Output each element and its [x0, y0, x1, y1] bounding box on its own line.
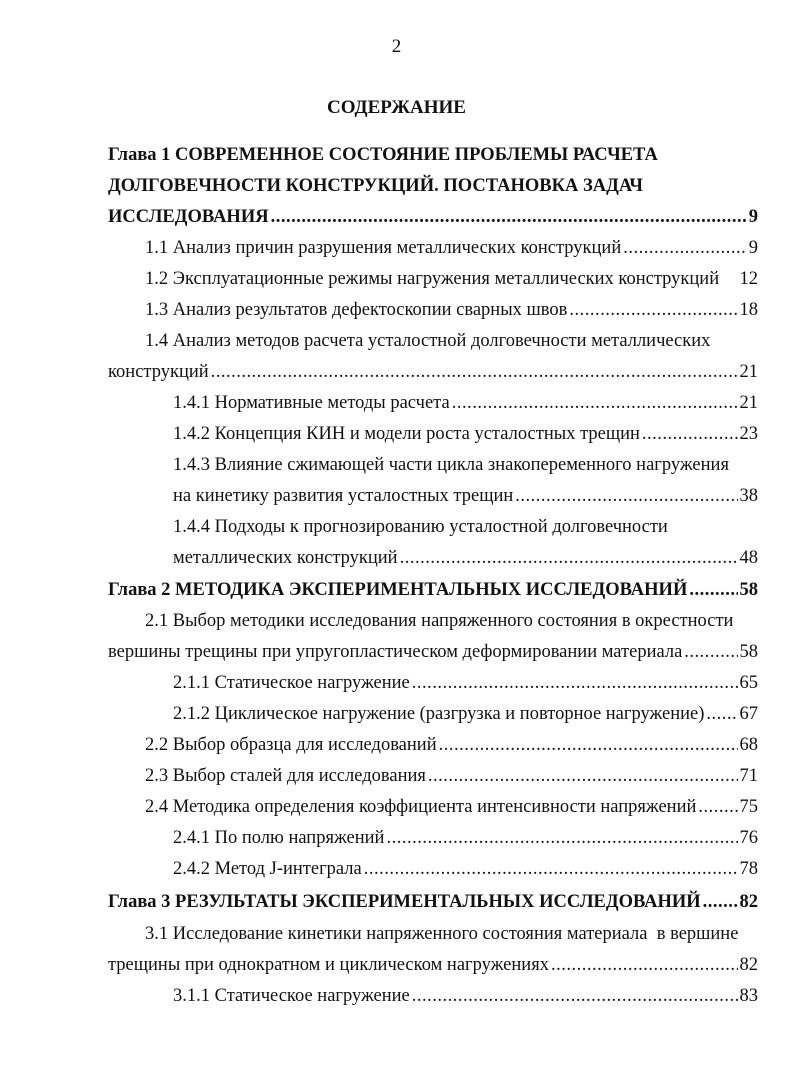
- toc-section-2-2[interactable]: 2.2 Выбор образца для исследований ..... 68: [145, 731, 758, 759]
- page-ref: 9: [748, 207, 758, 227]
- toc-section-1-1[interactable]: 1.1 Анализ причин разрушения металлических конструкций ..... 9: [145, 234, 758, 262]
- page-ref: 12: [739, 269, 758, 289]
- dot-leader: [684, 638, 737, 666]
- page-ref: 23: [739, 424, 758, 444]
- dot-leader: [412, 982, 738, 1010]
- toc-subsection-1-4-3-line-2[interactable]: на кинетику развития усталостных трещин ..... 38: [173, 482, 758, 510]
- page-ref: 75: [739, 797, 758, 817]
- page-ref: 58: [739, 580, 758, 600]
- page-ref: 48: [739, 548, 758, 568]
- page-ref: 65: [739, 673, 758, 693]
- page-number: 2: [391, 36, 402, 57]
- page-ref: 76: [739, 828, 758, 848]
- page-ref: 18: [739, 300, 758, 320]
- page-ref: 9: [748, 238, 758, 258]
- toc-section-2-4[interactable]: 2.4 Методика определения коэффициента интенсивности напряжений ..... 75: [145, 793, 758, 821]
- page-ref: 82: [739, 955, 758, 975]
- dot-leader: [271, 203, 747, 231]
- toc-chapter-1-line-2: ДОЛГОВЕЧНОСТИ КОНСТРУКЦИЙ. ПОСТАНОВКА ЗАДАЧ: [108, 176, 643, 196]
- dot-leader: [703, 888, 738, 916]
- dot-leader: [623, 234, 747, 262]
- dot-leader: [412, 669, 738, 697]
- toc-section-1-3[interactable]: 1.3 Анализ результатов дефектоскопии сварных швов ..... 18: [145, 296, 758, 324]
- toc-chapter-3[interactable]: Глава 3 РЕЗУЛЬТАТЫ ЭКСПЕРИМЕНТАЛЬНЫХ ИССЛЕДОВАНИЙ ..... 82: [108, 888, 758, 916]
- page-ref: 21: [739, 393, 758, 413]
- toc-subsection-1-4-2[interactable]: 1.4.2 Концепция КИН и модели роста усталостных трещин ..... 23: [173, 420, 758, 448]
- toc-section-2-1-line-2[interactable]: вершины трещины при упругопластическом деформировании материала ..... 58: [108, 638, 758, 666]
- toc-subsection-2-4-2[interactable]: 2.4.2 Метод J-интеграла ..... 78: [173, 855, 758, 883]
- dot-leader: [698, 793, 737, 821]
- page-ref: 83: [739, 986, 758, 1006]
- toc-chapter-2[interactable]: Глава 2 МЕТОДИКА ЭКСПЕРИМЕНТАЛЬНЫХ ИССЛЕДОВАНИЙ ..... 58: [108, 576, 758, 604]
- page-ref: 71: [739, 766, 758, 786]
- toc-subsection-3-1-1[interactable]: 3.1.1 Статическое нагружение ..... 83: [173, 982, 758, 1010]
- toc-chapter-1-line-1: Глава 1 СОВРЕМЕННОЕ СОСТОЯНИЕ ПРОБЛЕМЫ РАСЧЕТА: [108, 145, 658, 165]
- page-ref: 21: [739, 362, 758, 382]
- toc-subsection-1-4-4-line-1: 1.4.4 Подходы к прогнозированию усталостной долговечности: [173, 517, 668, 537]
- toc-subsection-2-1-2[interactable]: 2.1.2 Циклическое нагружение (разгрузка и повторное нагружение) ..... 67: [173, 700, 758, 728]
- page-ref: 68: [739, 735, 758, 755]
- dot-leader: [452, 389, 738, 417]
- dot-leader: [689, 576, 737, 604]
- toc-heading: СОДЕРЖАНИЕ: [327, 97, 466, 118]
- page-ref: 78: [739, 859, 758, 879]
- toc-section-3-1-line-2[interactable]: трещины при однократном и циклическом нагружениях ..... 82: [108, 951, 758, 979]
- dot-leader: [439, 731, 738, 759]
- toc-section-2-1-line-1: 2.1 Выбор методики исследования напряженного состояния в окрестности: [145, 611, 734, 631]
- dot-leader: [211, 358, 738, 386]
- dot-leader: [400, 544, 738, 572]
- toc-section-3-1-line-1: 3.1 Исследование кинетики напряженного состояния материала в вершине: [145, 924, 739, 944]
- dot-leader: [642, 420, 738, 448]
- page-ref: 38: [739, 486, 758, 506]
- toc-subsection-1-4-4-line-2[interactable]: металлических конструкций ..... 48: [173, 544, 758, 572]
- toc-subsection-2-1-1[interactable]: 2.1.1 Статическое нагружение ..... 65: [173, 669, 758, 697]
- toc-subsection-2-4-1[interactable]: 2.4.1 По полю напряжений ..... 76: [173, 824, 758, 852]
- dot-leader: [551, 951, 738, 979]
- page-ref: 82: [739, 892, 758, 912]
- toc-section-2-3[interactable]: 2.3 Выбор сталей для исследования ..... 71: [145, 762, 758, 790]
- dot-leader: [569, 296, 737, 324]
- toc-section-1-4-line-1: 1.4 Анализ методов расчета усталостной долговечности металлических: [145, 331, 711, 351]
- toc-section-1-4-line-2[interactable]: конструкций ..... 21: [108, 358, 758, 386]
- toc-subsection-1-4-3-line-1: 1.4.3 Влияние сжимающей части цикла знакопеременного нагружения: [173, 455, 729, 475]
- dot-leader: [386, 824, 737, 852]
- dot-leader: [706, 700, 737, 728]
- page-ref: 58: [739, 642, 758, 662]
- toc-section-1-2[interactable]: 1.2 Эксплуатационные режимы нагружения металлических конструкций 12: [145, 265, 758, 293]
- dot-leader: [428, 762, 738, 790]
- dot-leader: [364, 855, 738, 883]
- dot-leader: [515, 482, 737, 510]
- page-ref: 67: [739, 704, 758, 724]
- toc-chapter-1-line-3[interactable]: ИССЛЕДОВАНИЯ ..... 9: [108, 203, 758, 231]
- toc-subsection-1-4-1[interactable]: 1.4.1 Нормативные методы расчета ..... 21: [173, 389, 758, 417]
